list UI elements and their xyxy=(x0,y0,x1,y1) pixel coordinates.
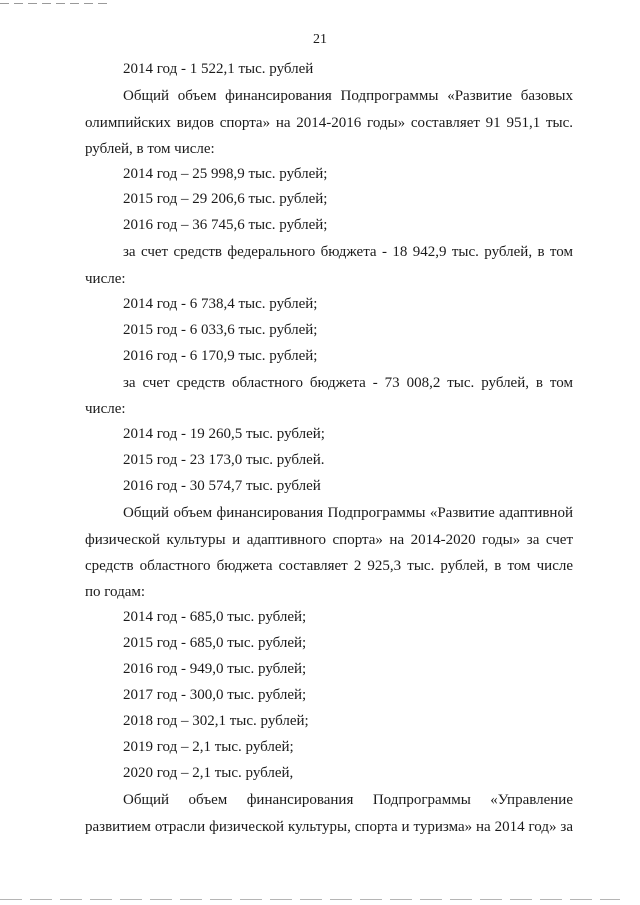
text-line: числе: xyxy=(85,401,126,417)
text-line: 2014 год - 19 260,5 тыс. рублей; xyxy=(123,426,325,442)
text-line: 2016 год - 6 170,9 тыс. рублей; xyxy=(123,348,318,364)
text-line: 2015 год - 6 033,6 тыс. рублей; xyxy=(123,322,318,338)
scan-edge-mark-top xyxy=(0,3,110,4)
page-number: 21 xyxy=(313,32,327,47)
text-line: физической культуры и адаптивного спорта» на 2014-2020 годы» за счет xyxy=(85,532,573,548)
text-line: 2017 год - 300,0 тыс. рублей; xyxy=(123,687,307,703)
text-line: 2014 год - 1 522,1 тыс. рублей xyxy=(123,61,314,77)
text-line: 2018 год – 302,1 тыс. рублей; xyxy=(123,713,309,729)
text-line: числе: xyxy=(85,271,126,287)
text-line: 2016 год - 949,0 тыс. рублей; xyxy=(123,661,307,677)
text-line: за счет средств федерального бюджета - 18 942,9 тыс. рублей, в том xyxy=(123,244,573,260)
text-line: Общий объем финансирования Подпрограммы «Развитие адаптивной xyxy=(123,505,573,521)
text-line: олимпийских видов спорта» на 2014-2016 годы» составляет 91 951,1 тыс. xyxy=(85,115,573,131)
text-line: 2016 год – 36 745,6 тыс. рублей; xyxy=(123,217,328,233)
text-line: рублей, в том числе: xyxy=(85,141,215,157)
text-line: 2016 год - 30 574,7 тыс. рублей xyxy=(123,478,321,494)
text-line: 2019 год – 2,1 тыс. рублей; xyxy=(123,739,294,755)
scan-edge-mark-bottom xyxy=(0,899,620,900)
text-line: 2014 год - 685,0 тыс. рублей; xyxy=(123,609,307,625)
text-line: 2020 год – 2,1 тыс. рублей, xyxy=(123,765,294,781)
text-line: развитием отрасли физической культуры, спорта и туризма» на 2014 год» за xyxy=(85,819,573,835)
text-line: Общий объем финансирования Подпрограммы «Управление xyxy=(123,792,573,808)
text-line: по годам: xyxy=(85,584,146,600)
text-line: 2014 год – 25 998,9 тыс. рублей; xyxy=(123,166,328,182)
text-line: за счет средств областного бюджета - 73 008,2 тыс. рублей, в том xyxy=(123,375,573,391)
text-line: средств областного бюджета составляет 2 925,3 тыс. рублей, в том числе xyxy=(85,558,573,574)
text-line: 2014 год - 6 738,4 тыс. рублей; xyxy=(123,296,318,312)
text-line: 2015 год - 685,0 тыс. рублей; xyxy=(123,635,307,651)
text-line: 2015 год - 23 173,0 тыс. рублей. xyxy=(123,452,325,468)
text-line: Общий объем финансирования Подпрограммы «Развитие базовых xyxy=(123,88,573,104)
text-line: 2015 год – 29 206,6 тыс. рублей; xyxy=(123,191,328,207)
